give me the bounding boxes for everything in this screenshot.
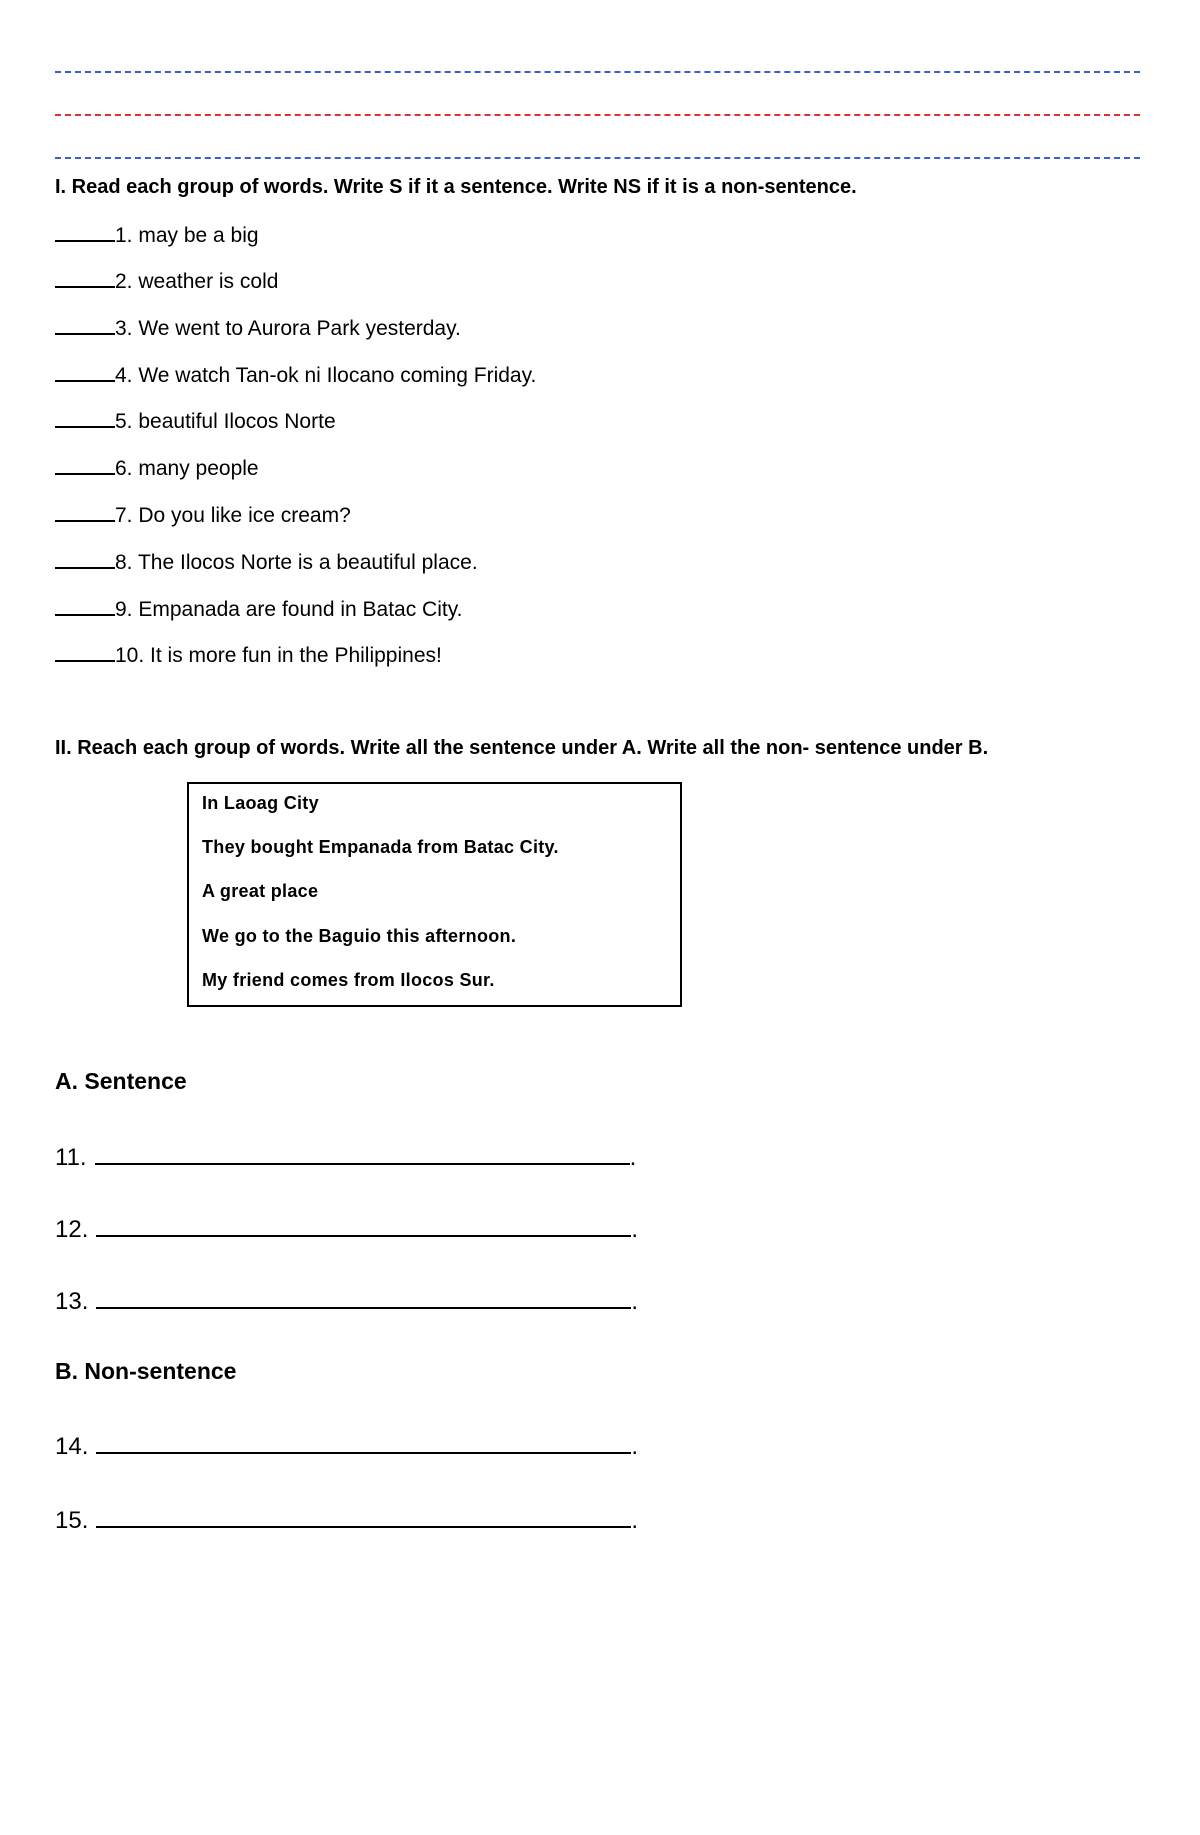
box-item: They bought Empanada from Batac City. — [202, 837, 559, 857]
section-a-title: A. Sentence — [55, 1068, 187, 1094]
handwriting-guide-line-middle — [55, 114, 1140, 116]
answer-line[interactable] — [96, 1430, 631, 1454]
answer-blank[interactable] — [55, 455, 115, 475]
answer-row: 15. . — [55, 1504, 638, 1535]
part1-item: 6. many people — [55, 455, 259, 481]
part1-item: 9. Empanada are found in Batac City. — [55, 596, 462, 622]
part1-instruction: I. Read each group of words. Write S if it a sentence. Write NS if it is a non-sentence. — [55, 176, 857, 198]
answer-blank[interactable] — [55, 502, 115, 522]
part1-item: 2. weather is cold — [55, 268, 278, 294]
part1-item: 4. We watch Tan-ok ni Ilocano coming Friday. — [55, 362, 536, 388]
answer-blank[interactable] — [55, 222, 115, 242]
answer-line[interactable] — [96, 1285, 631, 1309]
section-b-title: B. Non-sentence — [55, 1358, 237, 1384]
answer-row: 12. . — [55, 1213, 638, 1244]
answer-blank[interactable] — [55, 596, 115, 616]
answer-row: 13. . — [55, 1285, 638, 1316]
answer-blank[interactable] — [55, 642, 115, 662]
box-item: My friend comes from Ilocos Sur. — [202, 970, 495, 990]
box-item: In Laoag City — [202, 793, 319, 813]
answer-blank[interactable] — [55, 549, 115, 569]
box-item: We go to the Baguio this afternoon. — [202, 926, 517, 946]
handwriting-guide-line-top — [55, 71, 1140, 73]
answer-blank[interactable] — [55, 268, 115, 288]
part1-item: 8. The Ilocos Norte is a beautiful place. — [55, 549, 478, 575]
word-group-box — [187, 782, 682, 1007]
answer-line[interactable] — [96, 1504, 631, 1528]
answer-line[interactable] — [95, 1141, 630, 1165]
part1-item: 3. We went to Aurora Park yesterday. — [55, 315, 461, 341]
box-item: A great place — [202, 881, 319, 901]
answer-line[interactable] — [96, 1213, 631, 1237]
part1-item: 5. beautiful Ilocos Norte — [55, 408, 336, 434]
answer-row: 11. . — [55, 1141, 636, 1172]
answer-blank[interactable] — [55, 362, 115, 382]
part2-instruction: II. Reach each group of words. Write all the sentence under A. Write all the non- sentence under B. — [55, 737, 989, 759]
part1-item: 1. may be a big — [55, 222, 259, 248]
answer-blank[interactable] — [55, 315, 115, 335]
answer-blank[interactable] — [55, 408, 115, 428]
part1-item: 10. It is more fun in the Philippines! — [55, 642, 442, 668]
answer-row: 14. . — [55, 1430, 638, 1461]
handwriting-guide-line-bottom — [55, 157, 1140, 159]
part1-item: 7. Do you like ice cream? — [55, 502, 351, 528]
